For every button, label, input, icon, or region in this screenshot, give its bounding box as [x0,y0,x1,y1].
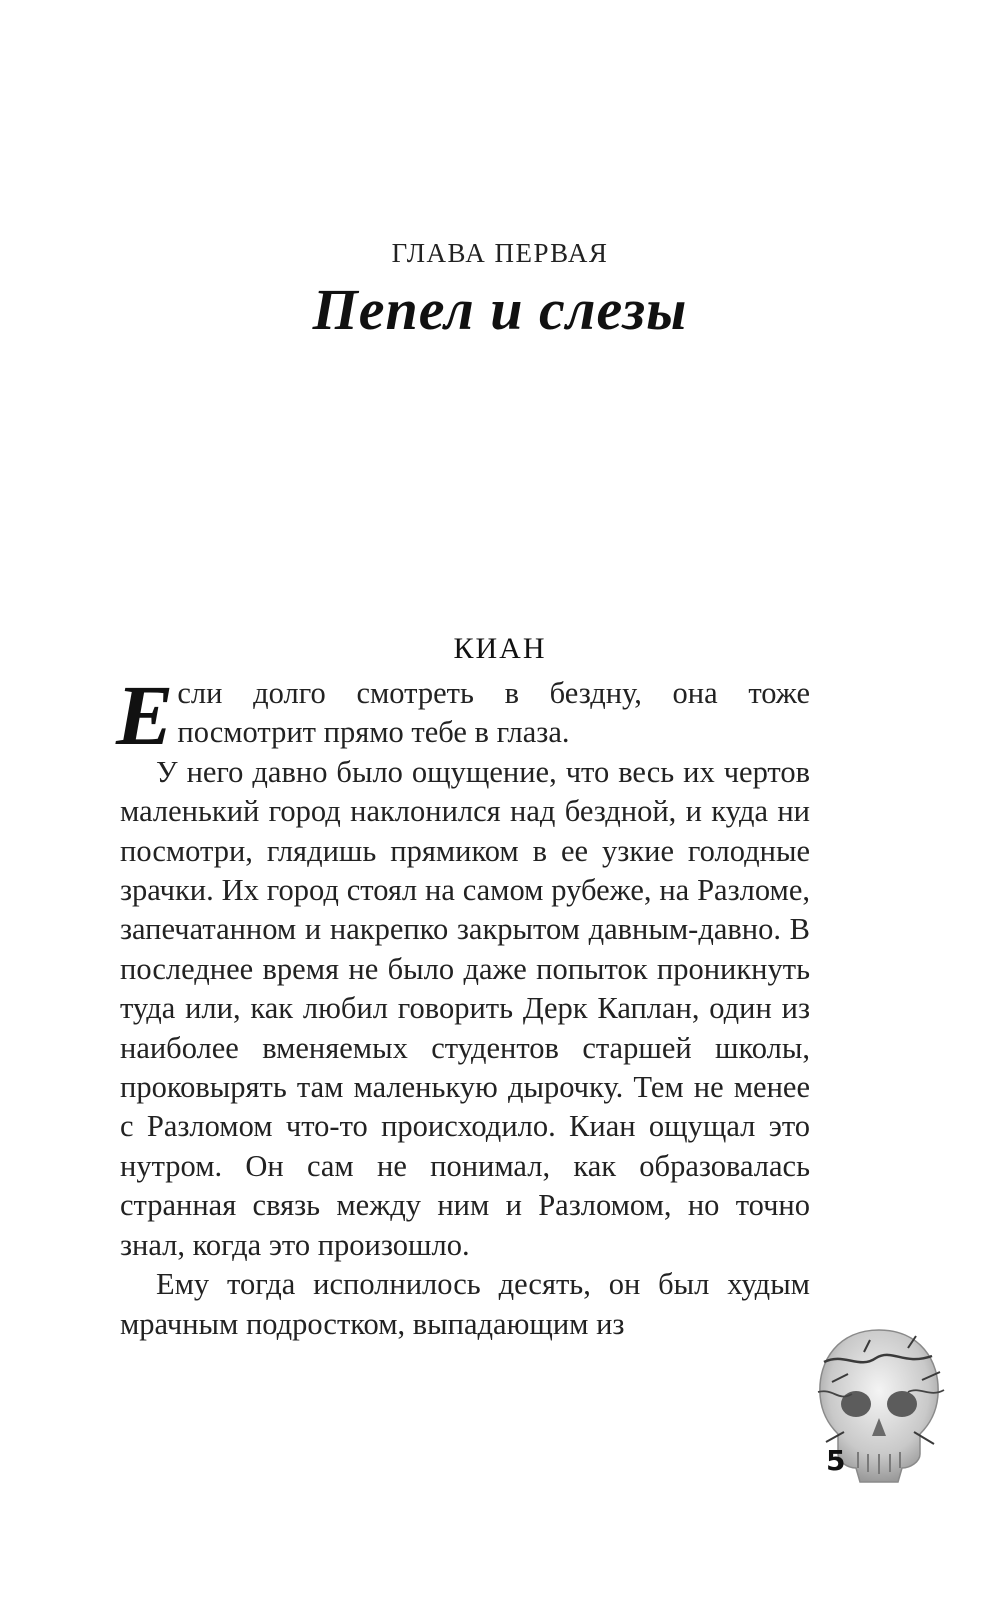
paragraph-1-text: сли долго смотреть в бездну, она тоже посмотрит прямо тебе в глаза. [177,676,810,750]
chapter-title: Пепел и слезы [312,277,688,342]
page-number: 5 [826,1444,846,1477]
chapter-label: ГЛАВА ПЕРВАЯ [391,238,609,268]
body-text [116,667,810,1344]
paragraph-2: У него давно было ощущение, что весь их чертов маленький город наклонился над бездной, и куда ни посмотри, глядишь прямиком в ее узкие голодные зрачки. Их город стоял на самом рубеже, на Разломе, запечатанном и накрепко закрытом давным-давно. В последнее время не было даже попыток проникнуть туда или, как любил говорить Дерк Каплан, один из наиболее вменяемых студентов старшей школы, проковырять там маленькую дырочку. Тем не менее с Разломом что-то происходило. Киан ощущал это нутром. Он сам не понимал, как образовалась странная связь между ним и Разломом, но точно знал, когда это произошло. [120,754,810,1262]
paragraph-1 [116,667,810,763]
drop-cap: Е [116,667,174,763]
section-title: КИАН [453,632,547,665]
paragraph-3: Ему тогда исполнилось десять, он был худым мрачным подростком, выпадающим из [120,1267,810,1341]
